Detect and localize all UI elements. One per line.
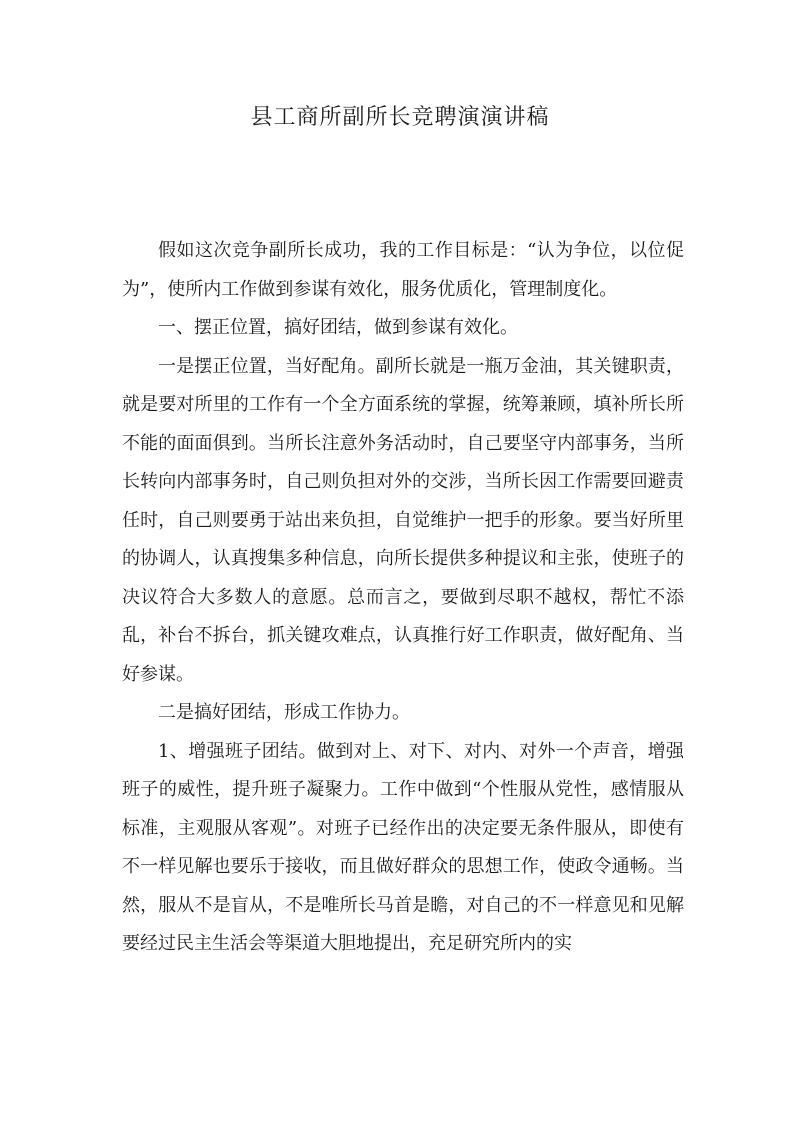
- document-title: 县工商所副所长竞聘演演讲稿: [250, 105, 550, 130]
- paragraph-unity-heading: 二是搞好团结，形成工作协力。: [158, 702, 410, 723]
- paragraph-goal: 假如这次竞争副所长成功，我的工作目标是：“认为争位，以位促为”，使所内工作做到参谋有效化，服务优质化，管理制度化。: [122, 240, 684, 300]
- document-body: [122, 232, 684, 964]
- paragraph-position: 一是摆正位置，当好配角。副所长就是一瓶万金油，其关键职责，就是要对所里的工作有一个全方面系统的掌握，统筹兼顾，填补所长所不能的面面俱到。当所长注意外务活动时，自己要坚守内部事务，当所长转向内部事务时，自己则负担对外的交涉，当所长因工作需要回避责任时，自己则要勇于站出来负担，自觉维护一把手的形象。要当好所里的协调人，认真搜集多种信息，向所长提供多种提议和主张，使班子的决议符合大多数人的意愿。总而言之，要做到尽职不越权，帮忙不添乱，补台不拆台，抓关键攻难点，认真推行好工作职责，做好配角、当好参谋。: [122, 355, 684, 685]
- paragraph-team-unity: 1、增强班子团结。做到对上、对下、对内、对外一个声音，增强班子的威性，提升班子凝聚力。工作中做到“个性服从党性，感情服从标准，主观服从客观”。对班子已经作出的决定要无条件服从，即使有不一样见解也要乐于接收，而且做好群众的思想工作，使政令通畅。当然，服从不是盲从，不是唯所长马首是瞻，对自己的不一样意见和见解要经过民主生活会等渠道大胆地提出，充足研究所内的实: [122, 740, 684, 954]
- paragraph-section-heading-1: 一、摆正位置，搞好团结，做到参谋有效化。: [158, 317, 518, 338]
